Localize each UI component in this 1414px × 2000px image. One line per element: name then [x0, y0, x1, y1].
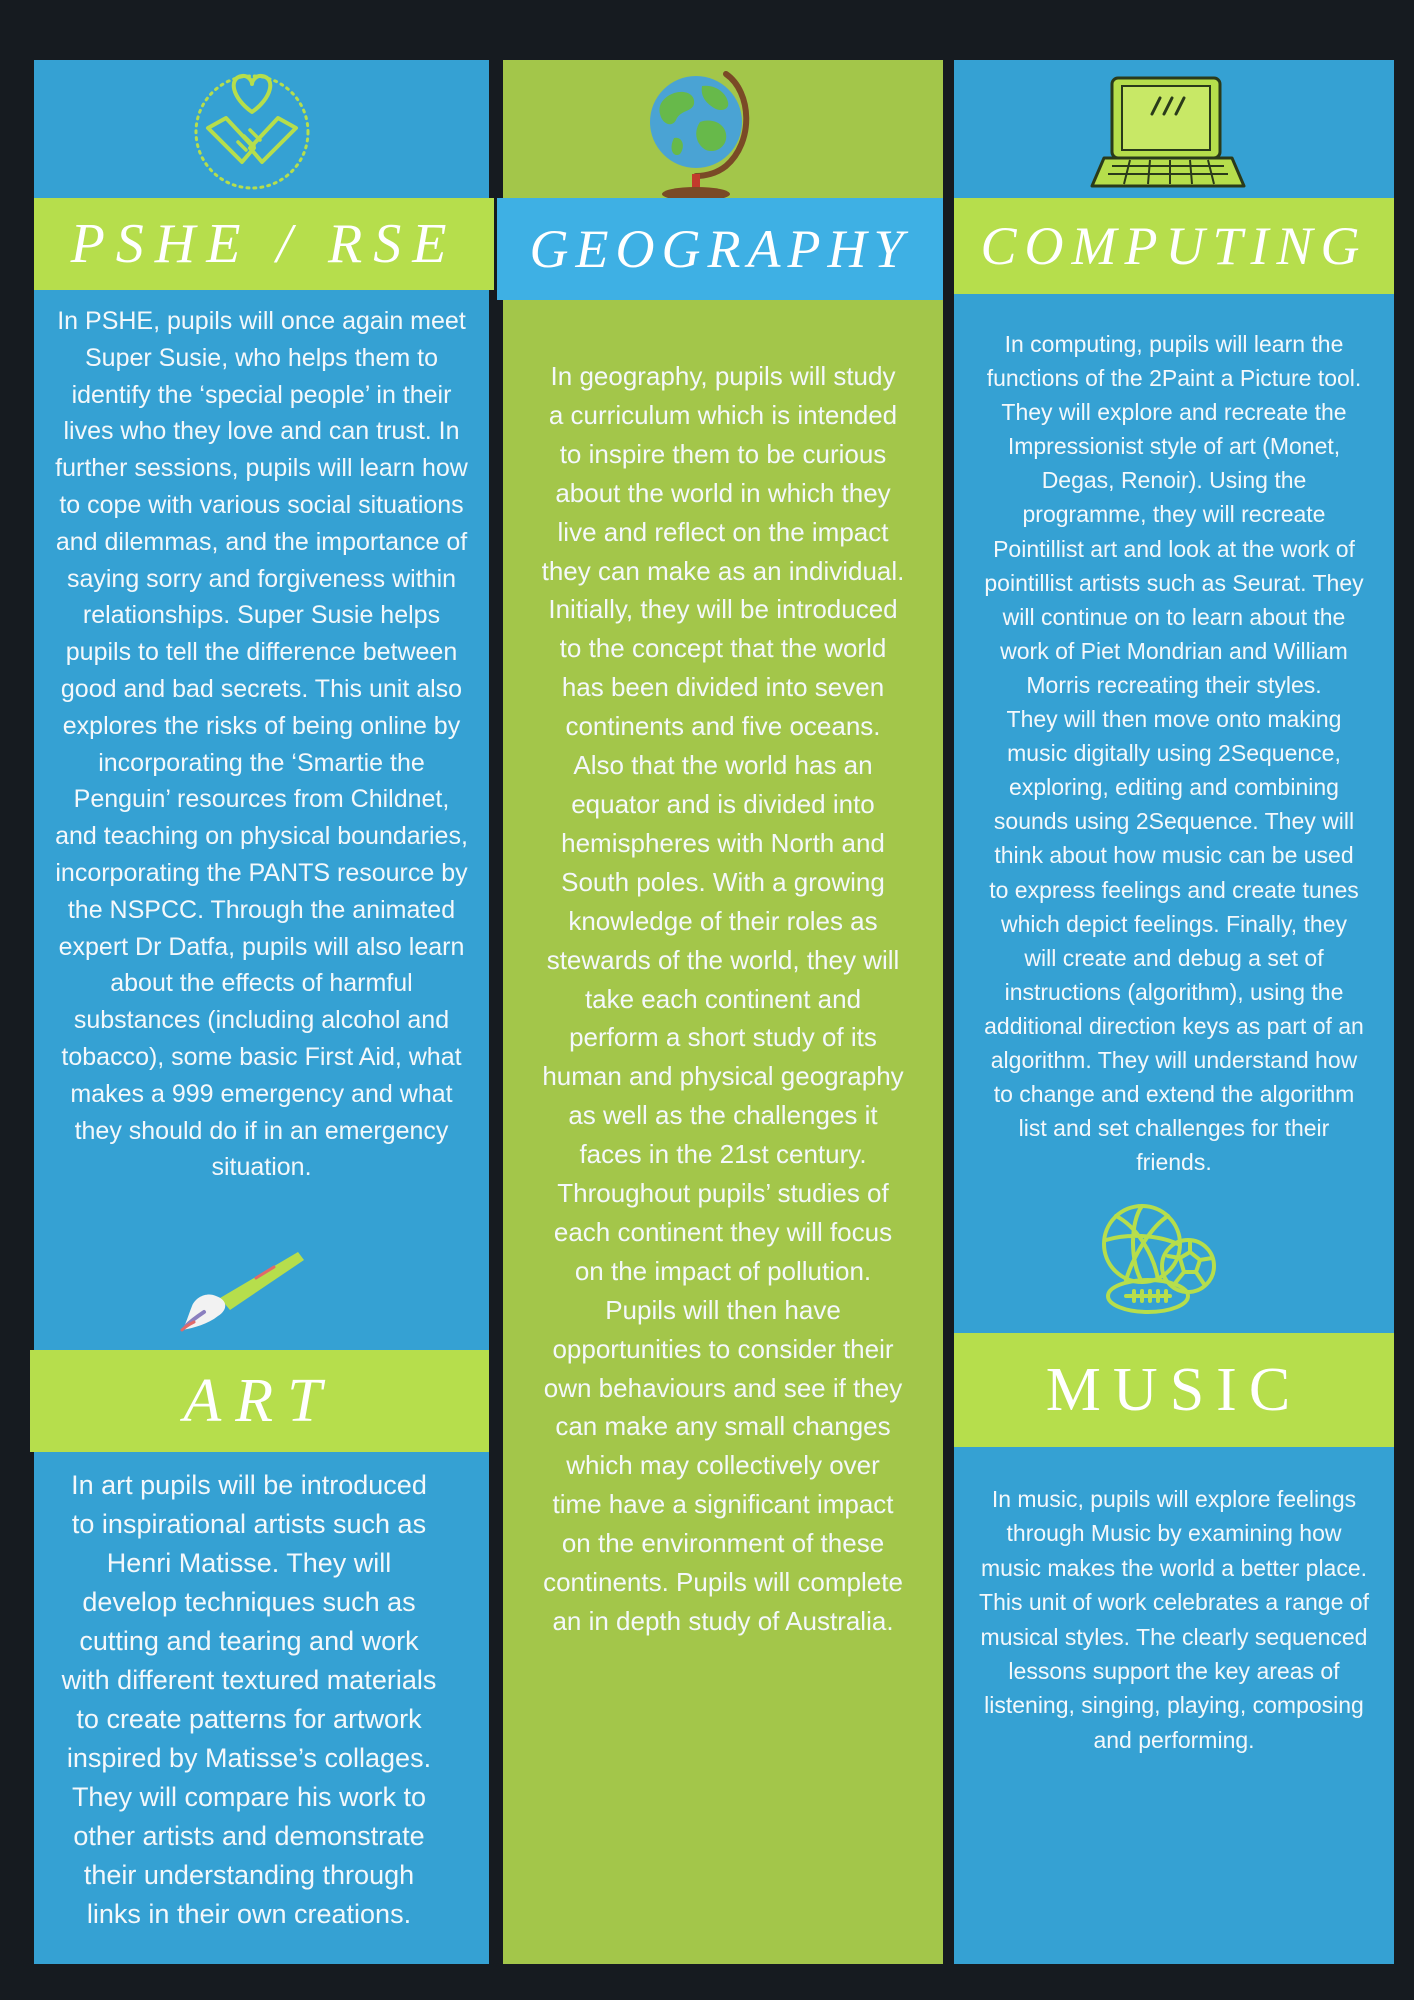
- pshe-title: PSHE / RSE: [70, 213, 458, 275]
- computing-title-band: [954, 198, 1394, 294]
- pshe-title-band: [34, 198, 494, 290]
- computing-title: COMPUTING: [980, 216, 1368, 276]
- music-body: In music, pupils will explore feelings through Music by examining how music makes the world a better place. This unit of work celebrates a range of musical styles. The clearly sequenced lessons support the key areas of listening, singing, playing, composing and performing.: [979, 1486, 1369, 1753]
- globe-icon: [640, 62, 760, 204]
- art-body: In art pupils will be introduced to inspirational artists such as Henri Matisse. They will develop techniques such as cutting and tearing and work with different textured materials to create patterns for artwork inspired by Matisse’s collages. They will compare his work to other artists and demonstrate their understanding through links in their own creations.: [61, 1470, 437, 1929]
- geography-body: In geography, pupils will study a curriculum which is intended to inspire them to be curious about the world in which they live and reflect on the impact they can make as an individual. Initially, they will be introduced to the concept that the world has been divided into seven continents and five oceans. Also that the world has an equator and is divided into hemispheres with North and South poles. With a growing knowledge of their roles as stewards of the world, they will take each continent and perform a short study of its human and physical geography as well as the challenges it faces in the 21st century. Throughout pupils’ studies of each continent they will focus on the impact of pollution. Pupils will then have opportunities to consider their own behaviours and see if they can make any small changes which may collectively over time have a significant impact on the environment of these continents. Pupils will complete an in depth study of Australia.: [541, 361, 905, 1636]
- music-title-band: [954, 1333, 1394, 1447]
- geography-title: GEOGRAPHY: [529, 219, 911, 279]
- art-title: ART: [183, 1366, 336, 1435]
- geography-title-band: [497, 198, 943, 300]
- laptop-icon: [1090, 74, 1246, 192]
- sports-balls-icon: [1096, 1200, 1220, 1316]
- music-title: MUSIC: [1045, 1355, 1303, 1424]
- art-title-band: [30, 1350, 489, 1452]
- computing-body: In computing, pupils will learn the functions of the 2Paint a Picture tool. They will explore and recreate the Impressionist style of art (Monet, Degas, Renoir). Using the programme, they will recreate Pointillist art and look at the work of pointillist artists such as Seurat. They will continue on to learn about the work of Piet Mondrian and William Morris recreating their styles. They will then move onto making music digitally using 2Sequence, exploring, editing and combining sounds using 2Sequence. They will think about how music can be used to express feelings and create tunes which depict feelings. Finally, they will create and debug a set of instructions (algorithm), using the additional direction keys as part of an algorithm. They will understand how to change and extend the algorithm list and set challenges for their friends.: [984, 331, 1364, 1176]
- friendship-handshake-heart-icon: [192, 72, 312, 190]
- pshe-body: In PSHE, pupils will once again meet Super Susie, who helps them to identify the ‘special people’ in their lives who they love and can trust. In further sessions, pupils will learn how to cope with various social situations and dilemmas, and the importance of saying sorry and forgiveness within relationships. Super Susie helps pupils to tell the difference between good and bad secrets. This unit also explores the risks of being online by incorporating the ‘Smartie the Penguin’ resources from Childnet, and teaching on physical boundaries, incorporating the PANTS resource by the NSPCC. Through the animated expert Dr Datfa, pupils will also learn about the effects of harmful substances (including alcohol and tobacco), some basic First Aid, what makes a 999 emergency and what they should do if in an emergency situation.: [55, 307, 468, 1182]
- paintbrush-icon: [178, 1250, 308, 1334]
